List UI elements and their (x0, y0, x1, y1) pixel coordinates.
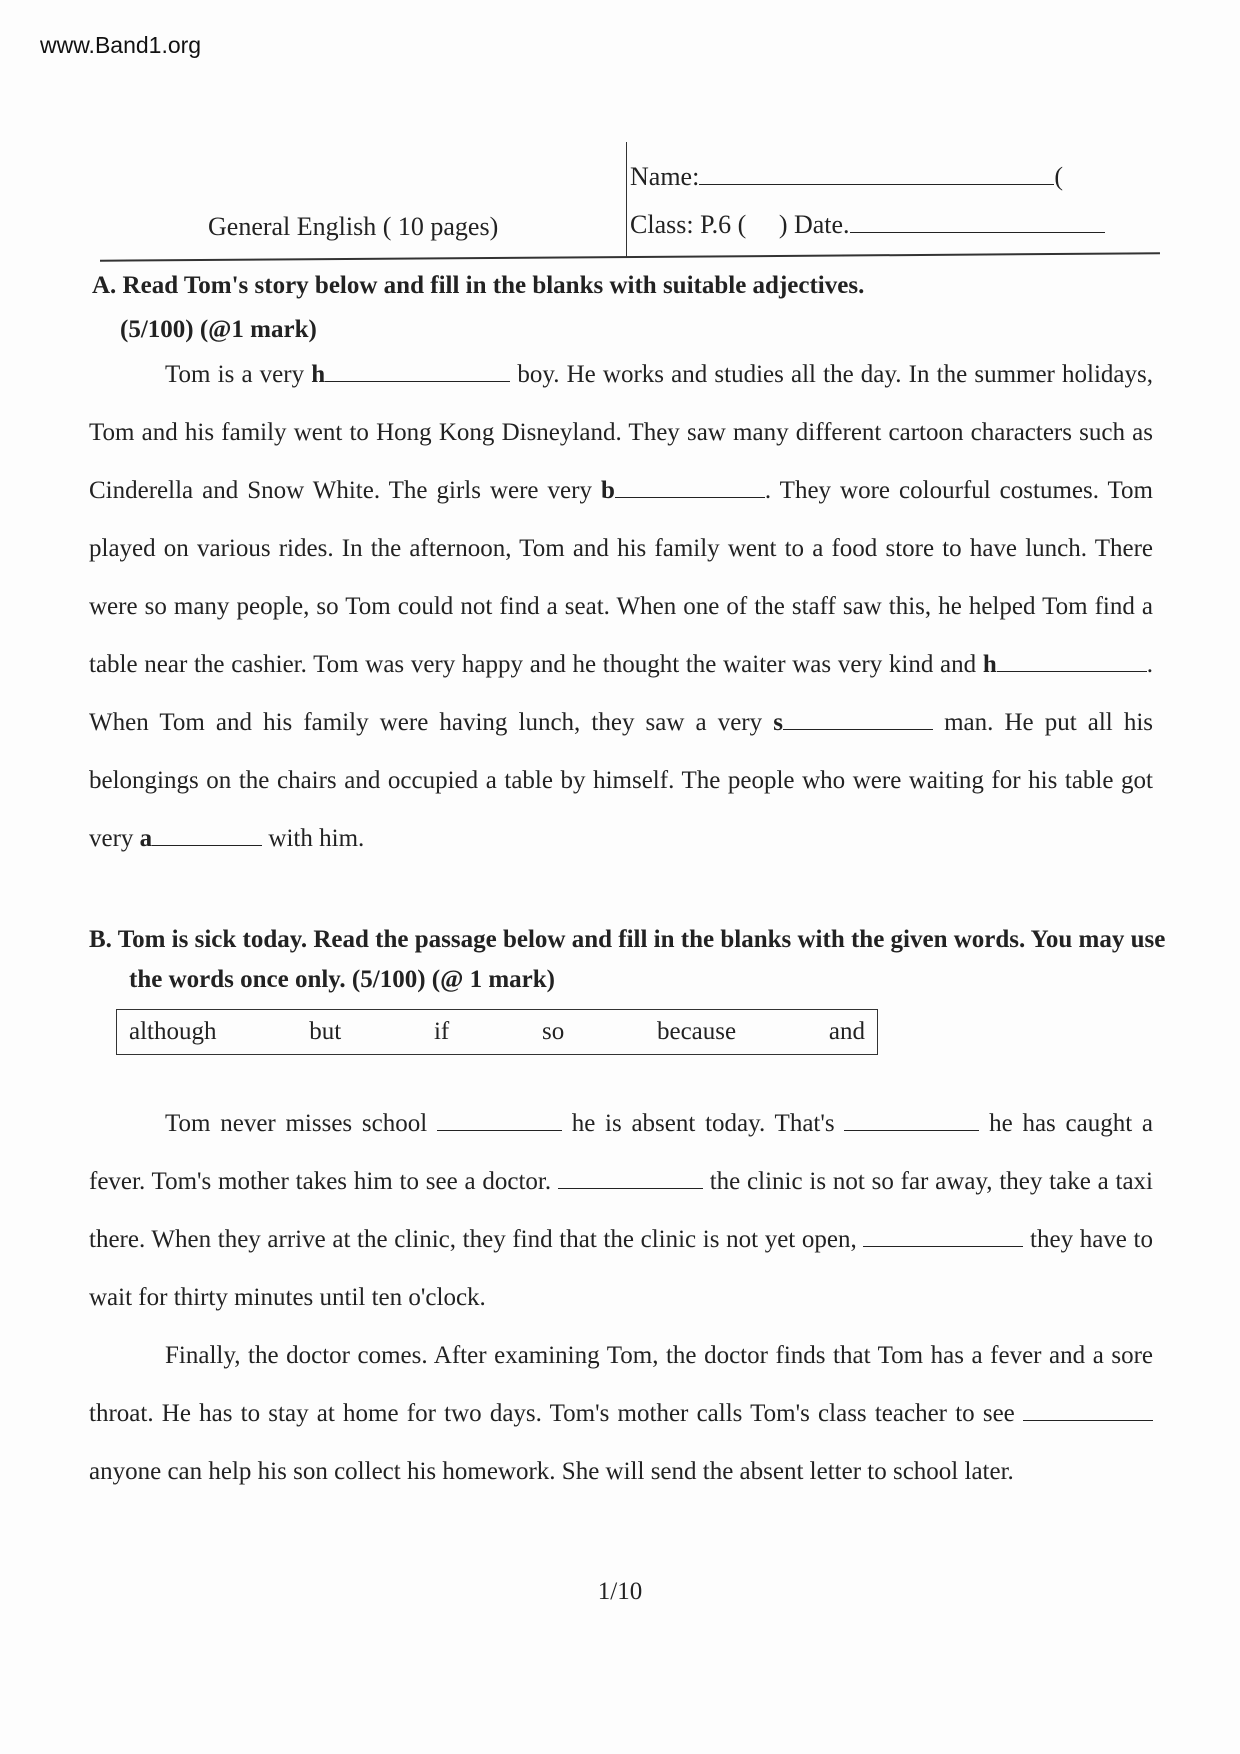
section-a-heading: A. Read Tom's story below and fill in the blanks with suitable adjectives. (92, 272, 865, 299)
word: although (129, 1018, 217, 1045)
blank-6[interactable] (437, 1105, 562, 1131)
date-label: ) Date. (778, 210, 850, 239)
word-bank (116, 1009, 878, 1055)
blank-7[interactable] (844, 1105, 979, 1131)
page-number: 1/10 (597, 1578, 643, 1605)
word: but (309, 1018, 342, 1045)
blank-9[interactable] (863, 1221, 1023, 1247)
blank-4[interactable] (783, 704, 933, 730)
site-watermark: www.Band1.org (40, 32, 202, 58)
name-label: Name: (630, 162, 700, 191)
section-a-marks: (5/100) (@1 mark) (120, 316, 317, 343)
blank-10[interactable] (1023, 1395, 1153, 1421)
blank-2[interactable] (615, 472, 765, 498)
class-label: Class: P.6 ( (630, 210, 747, 239)
class-date-field[interactable] (630, 206, 1105, 240)
word: because (656, 1018, 737, 1045)
blank-3[interactable] (997, 646, 1147, 672)
section-b-passage: Tom never misses school he is absent today. That's he has caught a fever. Tom's mother takes him to see a doctor. the clinic is not so far away, they take a taxi there. When they arrive at the clinic, they find that the clinic is not yet open, they have to wait for thirty minutes until ten o'clock. Finally, the doctor comes. After examining Tom, the doctor finds that Tom has a fever and a sore throat. He has to stay at home for two days. Tom's mother calls Tom's class teacher to see anyone can help his son collect his homework. She will send the absent letter to school later. (89, 1095, 1153, 1501)
word: and (828, 1018, 865, 1045)
section-a-passage: Tom is a very h boy. He works and studies all the day. In the summer holidays, Tom and his family went to Hong Kong Disneyland. They saw many different cartoon characters such as Cinderella and Snow White. The girls were very b . They wore colourful costumes. Tom played on various rides. In the afternoon, Tom and his family went to a food store to have lunch. There were so many people, so Tom could not find a seat. When one of the staff saw this, he helped Tom find a table near the cashier. Tom was very happy and he thought the waiter was very kind and h . When Tom and his family were having lunch, they saw a very s man. He put all his belongings on the chairs and occupied a table by himself. The people who were waiting for his table got very a with him. (89, 346, 1153, 868)
blank-1[interactable] (325, 356, 510, 382)
word: so (541, 1018, 565, 1045)
blank-8[interactable] (558, 1163, 703, 1189)
name-field[interactable]: Name: ( (630, 158, 1063, 192)
section-b-heading: B. Tom is sick today. Read the passage below and fill in the blanks with the given words. You may use the words once only. (5/100) (@ 1 mark) (89, 926, 1166, 993)
word: if (433, 1018, 450, 1045)
header-rule (100, 252, 1160, 261)
paper-title: General English ( 10 pages) (208, 212, 499, 241)
header-divider (626, 142, 627, 258)
blank-5[interactable] (152, 820, 262, 846)
